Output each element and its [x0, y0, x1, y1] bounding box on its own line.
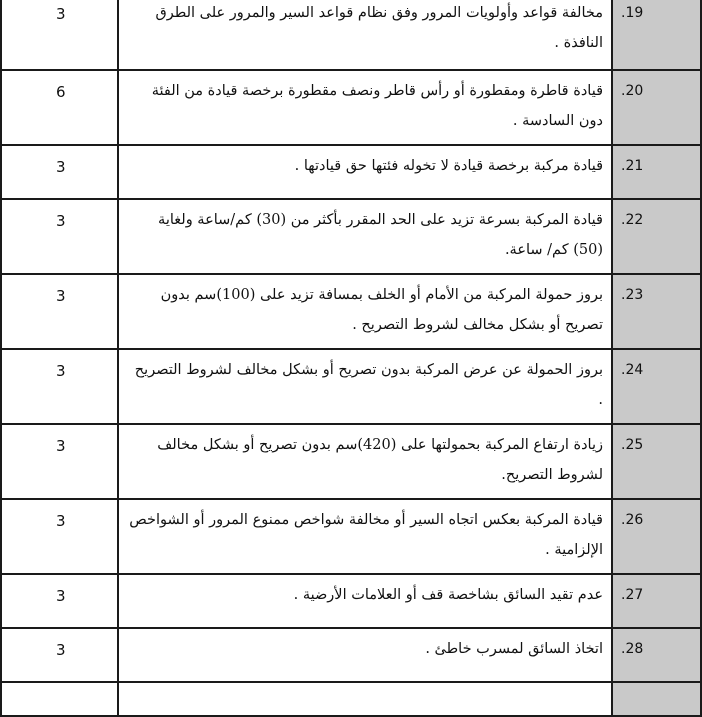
points-cell: 3: [1, 574, 118, 628]
violation-description: قيادة المركبة بعكس اتجاه السير أو مخالفة شواخص ممنوع المرور أو الشواخص الإلزامية .: [118, 499, 612, 574]
violation-description: قيادة مركبة برخصة قيادة لا تخوله فئتها حق قيادتها .: [118, 145, 612, 199]
violation-description: بروز حمولة المركبة من الأمام أو الخلف بمسافة تزيد على (100)سم بدون تصريح أو بشكل مخالف لشروط التصريح .: [118, 274, 612, 349]
row-number: .27: [612, 574, 701, 628]
table-row: [1, 349, 701, 424]
row-number: .21: [612, 145, 701, 199]
table-row: [1, 199, 701, 274]
points-cell: 6: [1, 70, 118, 145]
points-cell: 3: [1, 274, 118, 349]
table-row: [1, 274, 701, 349]
row-number: [612, 682, 701, 716]
row-number: .22: [612, 199, 701, 274]
table-row: [1, 145, 701, 199]
table-row: [1, 424, 701, 499]
points-cell: 3: [1, 199, 118, 274]
points-cell: [1, 682, 118, 716]
points-cell: 3: [1, 0, 118, 70]
table-row: [1, 628, 701, 682]
row-number: .26: [612, 499, 701, 574]
table-row: [1, 499, 701, 574]
violation-description: مخالفة قواعد وأولويات المرور وفق نظام قواعد السير والمرور على الطرق النافذة .: [118, 0, 612, 70]
table-row: [1, 0, 701, 70]
violation-description: عدم تقيد السائق بشاخصة قف أو العلامات الأرضية .: [118, 574, 612, 628]
table-row: [1, 574, 701, 628]
points-cell: 3: [1, 499, 118, 574]
row-number: .20: [612, 70, 701, 145]
row-number: .24: [612, 349, 701, 424]
violation-description: [118, 682, 612, 716]
row-number: .19: [612, 0, 701, 70]
points-cell: 3: [1, 349, 118, 424]
table-row: [1, 70, 701, 145]
points-cell: 3: [1, 145, 118, 199]
violation-description: زيادة ارتفاع المركبة بحمولتها على (420)سم بدون تصريح أو بشكل مخالف لشروط التصريح.: [118, 424, 612, 499]
violation-description: اتخاذ السائق لمسرب خاطئ .: [118, 628, 612, 682]
violation-description: قيادة المركبة بسرعة تزيد على الحد المقرر بأكثر من (30) كم/ساعة ولغاية (50) كم/ ساعة.: [118, 199, 612, 274]
points-cell: 3: [1, 424, 118, 499]
violation-description: بروز الحمولة عن عرض المركبة بدون تصريح أو بشكل مخالف لشروط التصريح .: [118, 349, 612, 424]
row-number: .23: [612, 274, 701, 349]
points-cell: 3: [1, 628, 118, 682]
row-number: .28: [612, 628, 701, 682]
row-number: .25: [612, 424, 701, 499]
violation-description: قيادة قاطرة ومقطورة أو رأس قاطر ونصف مقطورة برخصة قيادة من الفئة دون السادسة .: [118, 70, 612, 145]
table-row-partial: [1, 682, 701, 716]
